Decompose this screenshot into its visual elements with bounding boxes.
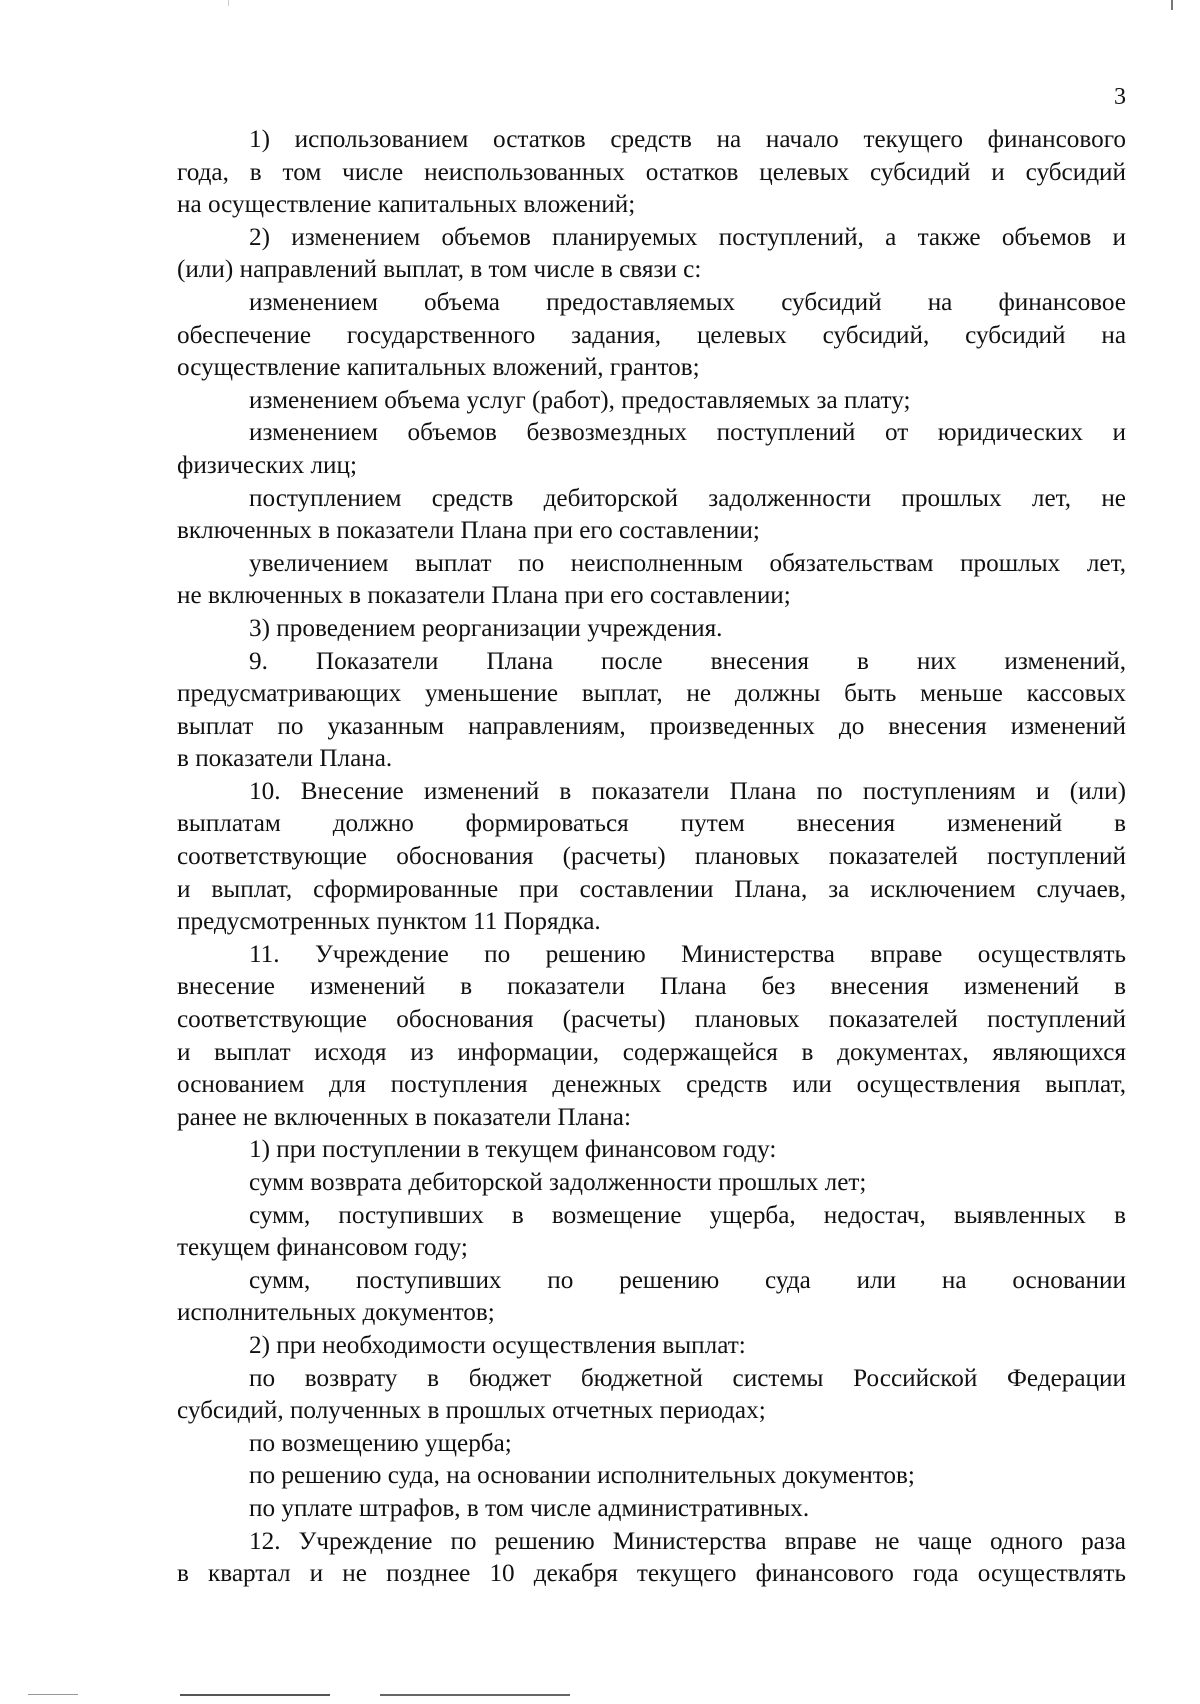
text-line: и выплат исходя из информации, содержащейся в документах, являющихся <box>177 1038 1126 1066</box>
text-line: текущем финансовом году; <box>177 1234 468 1262</box>
text-line: по решению суда, на основании исполнительных документов; <box>249 1462 915 1490</box>
text-line: 2) при необходимости осуществления выплат: <box>249 1331 746 1359</box>
text-line: сумм, поступивших в возмещение ущерба, недостач, выявленных в <box>249 1201 1126 1229</box>
text-line: субсидий, полученных в прошлых отчетных периодах; <box>177 1397 766 1425</box>
text-line: года, в том числе неиспользованных остатков целевых субсидий и субсидий <box>177 158 1126 186</box>
text-line: увеличением выплат по неисполненным обязательствам прошлых лет, <box>249 549 1126 577</box>
text-line: 11. Учреждение по решению Министерства вправе осуществлять <box>249 940 1126 968</box>
text-line: в квартал и не позднее 10 декабря текущего финансового года осуществлять <box>177 1560 1126 1588</box>
text-line: исполнительных документов; <box>177 1299 495 1327</box>
text-line: включенных в показатели Плана при его составлении; <box>177 517 760 545</box>
scan-artifact-line <box>180 1694 330 1696</box>
text-line: на осуществление капитальных вложений; <box>177 191 636 219</box>
text-line: сумм возврата дебиторской задолженности прошлых лет; <box>249 1169 867 1196</box>
scan-artifact-line <box>380 1694 570 1696</box>
text-line: по возврату в бюджет бюджетной системы Российской Федерации <box>249 1364 1126 1392</box>
text-line: в показатели Плана. <box>177 745 393 773</box>
text-line: 9. Показатели Плана после внесения в них изменений, <box>249 647 1126 675</box>
text-line: и выплат, сформированные при составлении Плана, за исключением случаев, <box>177 875 1126 903</box>
text-line: 1) использованием остатков средств на начало текущего финансового <box>249 126 1126 153</box>
scan-edge-mark <box>1171 0 1173 10</box>
text-line: физических лиц; <box>177 451 358 479</box>
scan-artifact-line <box>28 1694 78 1695</box>
text-line: поступлением средств дебиторской задолженности прошлых лет, не <box>249 484 1126 512</box>
text-line: по возмещению ущерба; <box>249 1429 512 1457</box>
text-line: (или) направлений выплат, в том числе в связи с: <box>177 256 702 284</box>
text-line: изменением объемов безвозмездных поступлений от юридических и <box>249 419 1126 447</box>
text-line: 12. Учреждение по решению Министерства вправе не чаще одного раза <box>249 1527 1126 1555</box>
text-line: обеспечение государственного задания, целевых субсидий, субсидий на <box>177 321 1126 349</box>
text-line: предусмотренных пунктом 11 Порядка. <box>177 908 601 936</box>
text-line: внесение изменений в показатели Плана без внесения изменений в <box>177 973 1126 1001</box>
text-line: 1) при поступлении в текущем финансовом году: <box>249 1136 777 1164</box>
text-line: ранее не включенных в показатели Плана: <box>177 1103 631 1131</box>
text-line: осуществление капитальных вложений, грантов; <box>177 354 700 382</box>
text-line: сумм, поступивших по решению суда или на основании <box>249 1266 1126 1294</box>
document-body <box>177 124 1126 1591</box>
text-line: основанием для поступления денежных средств или осуществления выплат, <box>177 1071 1126 1099</box>
page-number: 3 <box>1114 84 1126 110</box>
text-line: по уплате штрафов, в том числе административных. <box>249 1494 810 1522</box>
text-line: 3) проведением реорганизации учреждения. <box>249 614 723 642</box>
text-line: 2) изменением объемов планируемых поступлений, а также объемов и <box>249 223 1126 251</box>
text-line: предусматривающих уменьшение выплат, не должны быть меньше кассовых <box>177 680 1126 708</box>
scan-edge-mark-left <box>228 0 229 6</box>
text-line: выплатам должно формироваться путем внесения изменений в <box>177 810 1126 838</box>
text-line: не включенных в показатели Плана при его составлении; <box>177 582 791 610</box>
text-line: соответствующие обоснования (расчеты) плановых показателей поступлений <box>177 1006 1126 1034</box>
text-line: выплат по указанным направлениям, произведенных до внесения изменений <box>177 712 1126 740</box>
text-line: 10. Внесение изменений в показатели Плана по поступлениям и (или) <box>249 777 1126 805</box>
text-line: изменением объема услуг (работ), предоставляемых за плату; <box>249 386 911 414</box>
text-line: соответствующие обоснования (расчеты) плановых показателей поступлений <box>177 843 1126 871</box>
text-line: изменением объема предоставляемых субсидий на финансовое <box>249 288 1126 316</box>
